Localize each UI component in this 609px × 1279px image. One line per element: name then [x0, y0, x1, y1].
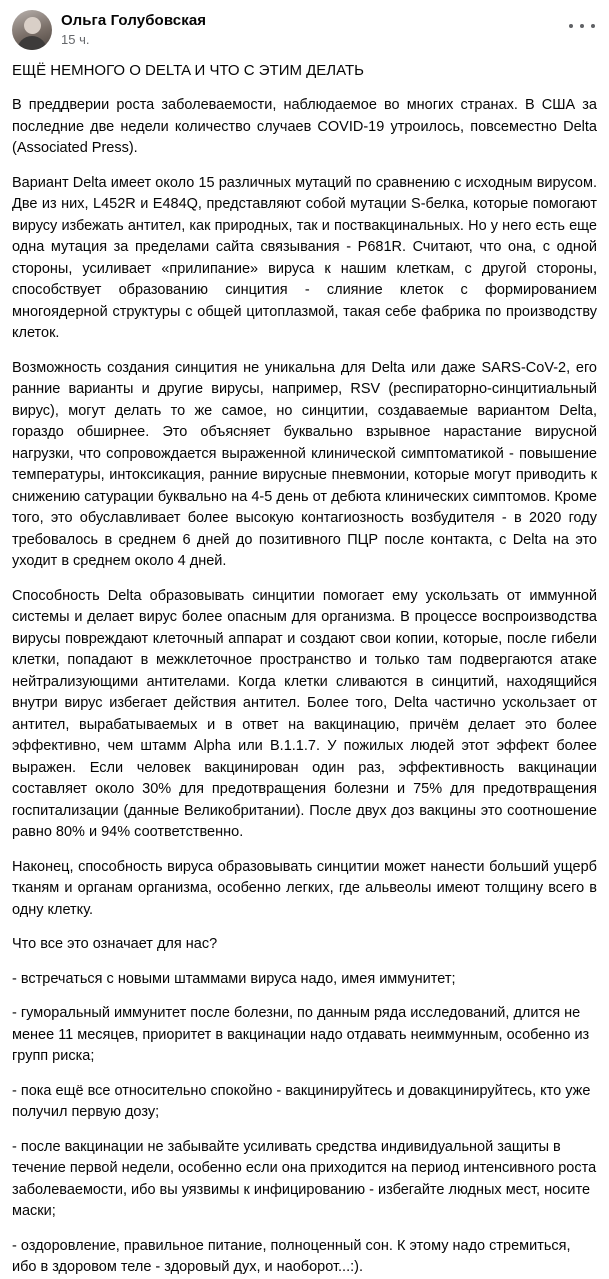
post-question: Что все это означает для нас? — [12, 936, 218, 952]
post-paragraph: В преддверии роста заболеваемости, наблюдаемое во многих странах. В США за последние две недели количество случаев COVID-19 утроилось, повсеместно Delta (Associated Press). — [12, 97, 597, 156]
ellipsis-icon[interactable] — [569, 16, 595, 36]
avatar-body — [17, 36, 47, 50]
post-list-item: - встречаться с новыми штаммами вируса надо, имея иммунитет; — [12, 970, 456, 987]
post-header-text — [61, 10, 206, 48]
post-list-item: - после вакцинации не забывайте усиливать средства индивидуальной защиты в течение первой недели, особенно если она приходится на период интенсивного роста заболеваемости, ибо вы уязвимы к инфицированию - избегайте людных мест, носите маски; — [12, 1138, 597, 1219]
post-author-name[interactable]: Ольга Голубовская — [61, 12, 207, 29]
post-timestamp[interactable]: 15 ч. — [61, 32, 90, 47]
ellipsis-dot — [580, 24, 584, 28]
post-body — [12, 60, 597, 1279]
post-list-item: - гуморальный иммунитет после болезни, по данным ряда исследований, длится не менее 11 месяцев, приоритет в вакцинации надо отдавать неиммунным, особенно из групп риска; — [12, 1005, 590, 1064]
post-paragraph: Вариант Delta имеет около 15 различных мутаций по сравнению с исходным вирусом. Две из них, L452R и E484Q, представляют собой мутации S-белка, которые помогают вирусу избежать антител, как природных, так и поствакцинальных. Но у него есть еще одна мутация за пределами сайта связывания - P681R. Считают, что она, с одной стороны, усиливает «прилипание» вируса к нашим клеткам, с другой стороны, способствует образованию синцития - слияние клеток с формированием многоядерной структуры с общей цитоплазмой, такая себе фабрика по производству клеток. — [12, 174, 597, 341]
ellipsis-dot — [569, 24, 573, 28]
post-list-item: - пока ещё все относительно спокойно - вакцинируйтесь и довакцинируйтесь, кто уже получил первую дозу; — [12, 1082, 591, 1120]
post-title: ЕЩЁ НЕМНОГО О DELTA И ЧТО С ЭТИМ ДЕЛАТЬ — [12, 62, 364, 79]
post-paragraph: Возможность создания синцития не уникальна для Delta или даже SARS-CoV-2, его ранние варианты и другие вирусы, например, RSV (респираторно-синцитиальный вирус), могут делать то же самое, но синцитии, создаваемые вариантом Delta, гораздо обширнее. Это объясняет буквально взрывное нарастание вирусной нагрузки, что сопровождается выраженной клинической симптоматикой - повышение температуры, интоксикация, ранние вирусные пневмонии, которые могут приводить к снижению сатурации буквально на 4-5 день от дебюта клинических симптомов. Кроме того, это обуславливает более высокую контагиозность возбудителя - в 2020 году требовалось в среднем 6 дней до позитивного ПЦР после контакта, с Delta на это уходит в среднем около 4 дней. — [12, 359, 597, 569]
ellipsis-dot — [591, 24, 595, 28]
post-header — [12, 10, 597, 50]
avatar[interactable] — [12, 10, 52, 50]
post-paragraph: Наконец, способность вируса образовывать синцитии может нанести больший ущерб тканям и органам организма, особенно легких, где альвеолы имеют толщину всего в одну клетку. — [12, 858, 597, 918]
post-paragraph: Способность Delta образовывать синцитии помогает ему ускользать от иммунной системы и делает вирус более опасным для организма. В процессе воспроизводства вирусы повреждают клеточный аппарат и создают свои копии, которые, после гибели клетки, попадают в межклеточное пространство и только там подвергаются атаке нейтрализующими антителами. Когда клетки сливаются в синцитий, находящийся внутри вирус избегает действия антител. Более того, Delta частично ускользает от антител, вырабатываемых и в ответ на вакцинацию, причём делает это более эффективно, чем штамм Alpha или B.1.1.7. У пожилых людей этот эффект более выражен. Если человек вакцинирован один раз, эффективность вакцинации составляет около 30% для предотвращения болезни и 75% для предотвращения госпитализации (данные Великобритании). После двух доз вакцины это соотношение равно 80% и 94% соответственно. — [12, 587, 597, 840]
post-list-item: - оздоровление, правильное питание, полноценный сон. К этому надо стремиться, ибо в здоровом теле - здоровый дух, и наоборот...:). — [12, 1237, 571, 1275]
avatar-head — [24, 17, 41, 34]
